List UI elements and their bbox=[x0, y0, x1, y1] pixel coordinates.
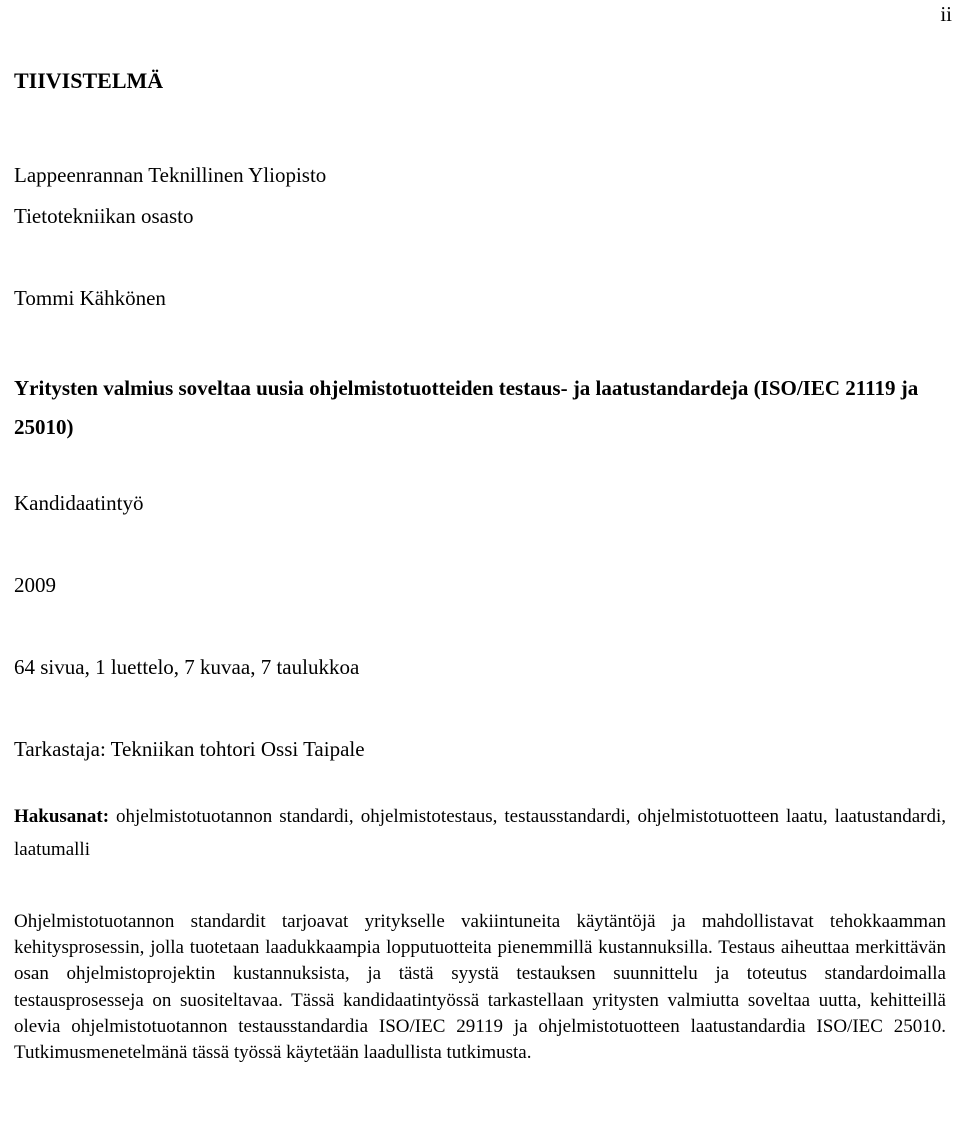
thesis-type: Kandidaatintyö bbox=[14, 491, 144, 515]
keywords-label: Hakusanat: bbox=[14, 806, 110, 827]
examiner: Tarkastaja: Tekniikan tohtori Ossi Taipale bbox=[14, 737, 365, 761]
keywords-paragraph bbox=[14, 800, 946, 866]
abstract-text: Ohjelmistotuotannon standardit tarjoavat yritykselle vakiintuneita käytäntöjä ja mahdollistavat tehokkaamman kehitysprosessin, jolla tuotetaan laadukkaampia lopputuotteita pienemmillä kustannuksilla. Testaus aiheuttaa merkittävän osan ohjelmistoprojektin kustannuksista, ja tästä syystä testauksen suunnittelu ja toteutus standardoimalla testausprosesseja on suositeltavaa. Tässä kandidaatintyössä tarkastellaan yritysten valmiutta soveltaa uutta, kehitteillä olevia ohjelmistotuotannon testausstandardia ISO/IEC 29119 ja ohjelmistotuotteen laatustandardia ISO/IEC 25010. Tutkimusmenetelmänä tässä työssä käytetään laadullista tutkimusta. bbox=[14, 911, 946, 1064]
thesis-title: Yritysten valmius soveltaa uusia ohjelmistotuotteiden testaus- ja laatustandardeja (ISO/IEC 21119 ja 25010) bbox=[14, 376, 919, 439]
page-title: TIIVISTELMÄ bbox=[14, 68, 164, 93]
abstract-paragraph bbox=[14, 909, 946, 1066]
department-name: Tietotekniikan osasto bbox=[14, 204, 194, 228]
keywords-text: ohjelmistotuotannon standardi, ohjelmistotestaus, testausstandardi, ohjelmistotuotteen laatu, laatustandardi, laatumalli bbox=[14, 806, 946, 860]
thesis-year: 2009 bbox=[14, 573, 56, 597]
page-number: ii bbox=[940, 2, 952, 26]
university-name: Lappeenrannan Teknillinen Yliopisto bbox=[14, 163, 327, 187]
page-info: 64 sivua, 1 luettelo, 7 kuvaa, 7 taulukkoa bbox=[14, 655, 360, 679]
author-name: Tommi Kähkönen bbox=[14, 286, 166, 310]
